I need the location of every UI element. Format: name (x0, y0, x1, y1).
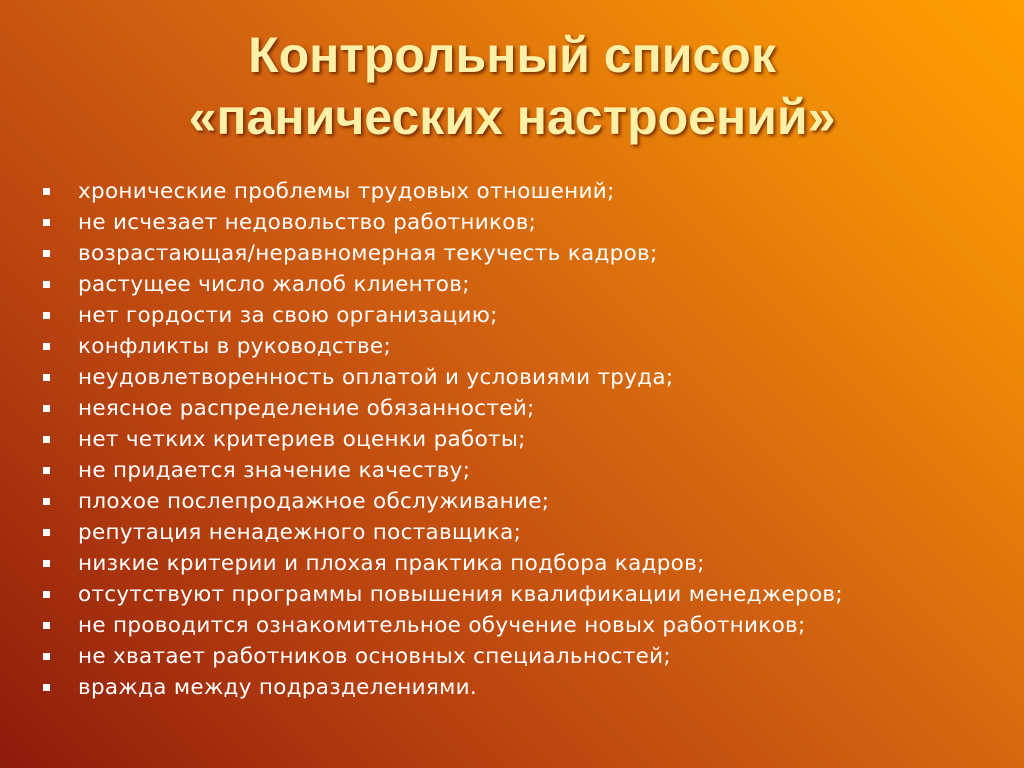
slide-title (0, 24, 1024, 148)
square-bullet-icon (43, 374, 50, 381)
checklist-item-text: репутация ненадежного поставщика; (78, 520, 522, 545)
checklist-item-text: неудовлетворенность оплатой и условиями труда; (78, 365, 674, 390)
square-bullet-icon (43, 684, 50, 691)
checklist-item (40, 269, 1000, 300)
square-bullet-icon (43, 498, 50, 505)
checklist-item-text: хронические проблемы трудовых отношений; (78, 179, 615, 204)
checklist-item (40, 424, 1000, 455)
checklist (40, 176, 1000, 703)
checklist-item-text: нет гордости за свою организацию; (78, 303, 498, 328)
square-bullet-icon (43, 467, 50, 474)
checklist-item-text: отсутствуют программы повышения квалификации менеджеров; (78, 582, 843, 607)
checklist-item-text: неясное распределение обязанностей; (78, 396, 535, 421)
checklist-item-text: нет четких критериев оценки работы; (78, 427, 526, 452)
checklist-item-text: не хватает работников основных специальностей; (78, 644, 671, 669)
checklist-item (40, 517, 1000, 548)
checklist-item (40, 331, 1000, 362)
checklist-item (40, 176, 1000, 207)
checklist-item-text: растущее число жалоб клиентов; (78, 272, 470, 297)
square-bullet-icon (43, 250, 50, 257)
checklist-item (40, 393, 1000, 424)
square-bullet-icon (43, 591, 50, 598)
checklist-item (40, 362, 1000, 393)
checklist-item (40, 579, 1000, 610)
checklist-item (40, 207, 1000, 238)
checklist-item (40, 238, 1000, 269)
checklist-item (40, 548, 1000, 579)
checklist-item-text: конфликты в руководстве; (78, 334, 392, 359)
checklist-item-text: вражда между подразделениями. (78, 675, 478, 700)
checklist-item-text: не исчезает недовольство работников; (78, 210, 537, 235)
square-bullet-icon (43, 405, 50, 412)
square-bullet-icon (43, 436, 50, 443)
checklist-item-text: не придается значение качеству; (78, 458, 471, 483)
square-bullet-icon (43, 653, 50, 660)
checklist-item (40, 455, 1000, 486)
square-bullet-icon (43, 188, 50, 195)
square-bullet-icon (43, 219, 50, 226)
checklist-item (40, 641, 1000, 672)
checklist-item (40, 300, 1000, 331)
title-line-1: Контрольный список (248, 27, 776, 83)
square-bullet-icon (43, 281, 50, 288)
square-bullet-icon (43, 560, 50, 567)
checklist-item (40, 610, 1000, 641)
checklist-item (40, 672, 1000, 703)
checklist-item-text: низкие критерии и плохая практика подбора кадров; (78, 551, 705, 576)
checklist-item-text: возрастающая/неравномерная текучесть кадров; (78, 241, 658, 266)
checklist-item-text: не проводится ознакомительное обучение новых работников; (78, 613, 806, 638)
square-bullet-icon (43, 343, 50, 350)
square-bullet-icon (43, 622, 50, 629)
checklist-item-text: плохое послепродажное обслуживание; (78, 489, 550, 514)
checklist-item (40, 486, 1000, 517)
title-line-2: «панических настроений» (188, 89, 836, 145)
square-bullet-icon (43, 312, 50, 319)
square-bullet-icon (43, 529, 50, 536)
